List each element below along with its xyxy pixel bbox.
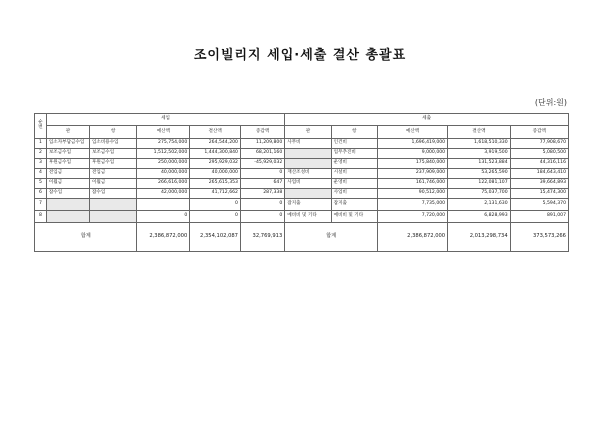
page-title: 조이빌리지 세입·세출 결산 총괄표 xyxy=(193,48,407,63)
row-number: 3 xyxy=(35,159,47,169)
income-total-label: 합계 xyxy=(35,223,137,252)
income-gwan: 전입금 xyxy=(46,169,89,179)
income-total-diff: 32,769,913 xyxy=(240,223,284,252)
header-seq: 순번 xyxy=(35,114,47,139)
income-hang: 전입금 xyxy=(89,169,136,179)
expense-hang: 인건비 xyxy=(331,139,377,149)
expense-total-label: 합계 xyxy=(285,223,378,252)
expense-gwan: 재산조성비 xyxy=(285,169,331,179)
income-gwan: 이월금 xyxy=(46,179,89,189)
header-expense-gwan: 관 xyxy=(285,126,331,139)
income-gwan: 보조금수입 xyxy=(46,149,89,159)
row-number: 2 xyxy=(35,149,47,159)
expense-diff: 5,080,500 xyxy=(510,149,568,159)
income-settlement: 0 xyxy=(190,211,241,223)
expense-hang: 시설비 xyxy=(331,169,377,179)
income-budget: 250,000,000 xyxy=(137,159,190,169)
income-settlement: 264,544,200 xyxy=(190,139,241,149)
income-total-budget: 2,386,872,000 xyxy=(137,223,190,252)
income-total-settlement: 2,354,102,087 xyxy=(190,223,241,252)
row-number: 7 xyxy=(35,199,47,211)
table-row xyxy=(35,159,569,169)
unit-label: (단위:원) xyxy=(534,98,567,107)
income-settlement: 1,444,300,840 xyxy=(190,149,241,159)
income-diff: -45,929,032 xyxy=(240,159,284,169)
table-row xyxy=(35,199,569,211)
income-settlement: 40,000,000 xyxy=(190,169,241,179)
expense-gwan: 사업비 xyxy=(285,179,331,189)
table-row xyxy=(35,179,569,189)
income-gwan: 잡수입 xyxy=(46,189,89,199)
expense-gwan xyxy=(285,159,331,169)
income-diff: 0 xyxy=(240,169,284,179)
income-hang: 잡수입 xyxy=(89,189,136,199)
header-income-settlement: 결산액 xyxy=(190,126,241,139)
header-income-hang: 항 xyxy=(89,126,136,139)
income-hang: 보조금수입 xyxy=(89,149,136,159)
income-hang: 후원금수입 xyxy=(89,159,136,169)
income-hang: 이월금 xyxy=(89,179,136,189)
income-settlement: 265,615,353 xyxy=(190,179,241,189)
expense-diff: 15,474,300 xyxy=(510,189,568,199)
settlement-table xyxy=(34,113,569,252)
header-expense-settlement: 결산액 xyxy=(448,126,511,139)
header-expense-budget: 예산액 xyxy=(378,126,448,139)
expense-diff: 44,316,116 xyxy=(510,159,568,169)
expense-budget: 7,720,000 xyxy=(378,211,448,223)
expense-diff: 184,643,410 xyxy=(510,169,568,179)
expense-total-settlement: 2,013,298,734 xyxy=(448,223,511,252)
income-diff: 68,201,160 xyxy=(240,149,284,159)
expense-settlement: 122,081,107 xyxy=(448,179,511,189)
expense-settlement: 2,131,630 xyxy=(448,199,511,211)
expense-settlement: 75,037,700 xyxy=(448,189,511,199)
expense-settlement: 131,523,884 xyxy=(448,159,511,169)
expense-total-budget: 2,386,872,000 xyxy=(378,223,448,252)
income-hang xyxy=(89,199,136,211)
income-gwan: 후원금수입 xyxy=(46,159,89,169)
income-diff: 0 xyxy=(240,211,284,223)
income-budget: 1,512,502,000 xyxy=(137,149,190,159)
row-number: 1 xyxy=(35,139,47,149)
income-budget: 40,000,000 xyxy=(137,169,190,179)
income-gwan xyxy=(46,199,89,211)
row-number: 8 xyxy=(35,211,47,223)
income-diff: 0 xyxy=(240,199,284,211)
income-budget: 0 xyxy=(137,211,190,223)
income-settlement: 0 xyxy=(190,199,241,211)
expense-budget: 161,746,000 xyxy=(378,179,448,189)
expense-hang: 사업비 xyxy=(331,189,377,199)
income-hang: 입소비용수입 xyxy=(89,139,136,149)
expense-gwan: 잡지출 xyxy=(285,199,331,211)
expense-diff: 77,908,670 xyxy=(510,139,568,149)
income-diff: 11,209,800 xyxy=(240,139,284,149)
income-gwan xyxy=(46,211,89,223)
table-row xyxy=(35,169,569,179)
table-row xyxy=(35,211,569,223)
expense-budget: 7,735,000 xyxy=(378,199,448,211)
income-budget: 42,000,000 xyxy=(137,189,190,199)
income-gwan: 입소자부담금수입 xyxy=(46,139,89,149)
expense-hang: 운영비 xyxy=(331,179,377,189)
header-expense-hang: 항 xyxy=(331,126,377,139)
expense-hang: 업무추진비 xyxy=(331,149,377,159)
row-number: 5 xyxy=(35,179,47,189)
expense-gwan: 예비비 및 기타 xyxy=(285,211,331,223)
income-budget xyxy=(137,199,190,211)
header-income: 세입 xyxy=(46,114,284,126)
expense-budget: 175,840,000 xyxy=(378,159,448,169)
expense-diff: 5,594,370 xyxy=(510,199,568,211)
expense-hang: 예비비 및 기타 xyxy=(331,211,377,223)
row-number: 4 xyxy=(35,169,47,179)
header-expense-diff: 증감액 xyxy=(510,126,568,139)
expense-budget: 90,512,000 xyxy=(378,189,448,199)
expense-diff: 891,007 xyxy=(510,211,568,223)
expense-hang: 잡지출 xyxy=(331,199,377,211)
header-income-diff: 증감액 xyxy=(240,126,284,139)
table-row xyxy=(35,189,569,199)
table-row xyxy=(35,139,569,149)
income-budget: 275,754,000 xyxy=(137,139,190,149)
expense-hang: 운영비 xyxy=(331,159,377,169)
expense-diff: 39,664,893 xyxy=(510,179,568,189)
income-hang xyxy=(89,211,136,223)
income-diff: 287,338 xyxy=(240,189,284,199)
income-budget: 266,616,000 xyxy=(137,179,190,189)
expense-settlement: 1,618,510,330 xyxy=(448,139,511,149)
income-settlement: 295,929,032 xyxy=(190,159,241,169)
expense-budget: 1,696,419,000 xyxy=(378,139,448,149)
header-income-budget: 예산액 xyxy=(137,126,190,139)
header-income-gwan: 관 xyxy=(46,126,89,139)
expense-budget: 237,909,000 xyxy=(378,169,448,179)
expense-gwan xyxy=(285,149,331,159)
income-settlement: 41,712,662 xyxy=(190,189,241,199)
expense-budget: 9,000,000 xyxy=(378,149,448,159)
expense-settlement: 3,919,500 xyxy=(448,149,511,159)
row-number: 6 xyxy=(35,189,47,199)
expense-gwan: 사무비 xyxy=(285,139,331,149)
expense-settlement: 53,265,590 xyxy=(448,169,511,179)
expense-gwan xyxy=(285,189,331,199)
expense-total-diff: 373,573,266 xyxy=(510,223,568,252)
header-expense: 세출 xyxy=(285,114,569,126)
income-diff: 647 xyxy=(240,179,284,189)
table-row xyxy=(35,149,569,159)
expense-settlement: 6,828,993 xyxy=(448,211,511,223)
